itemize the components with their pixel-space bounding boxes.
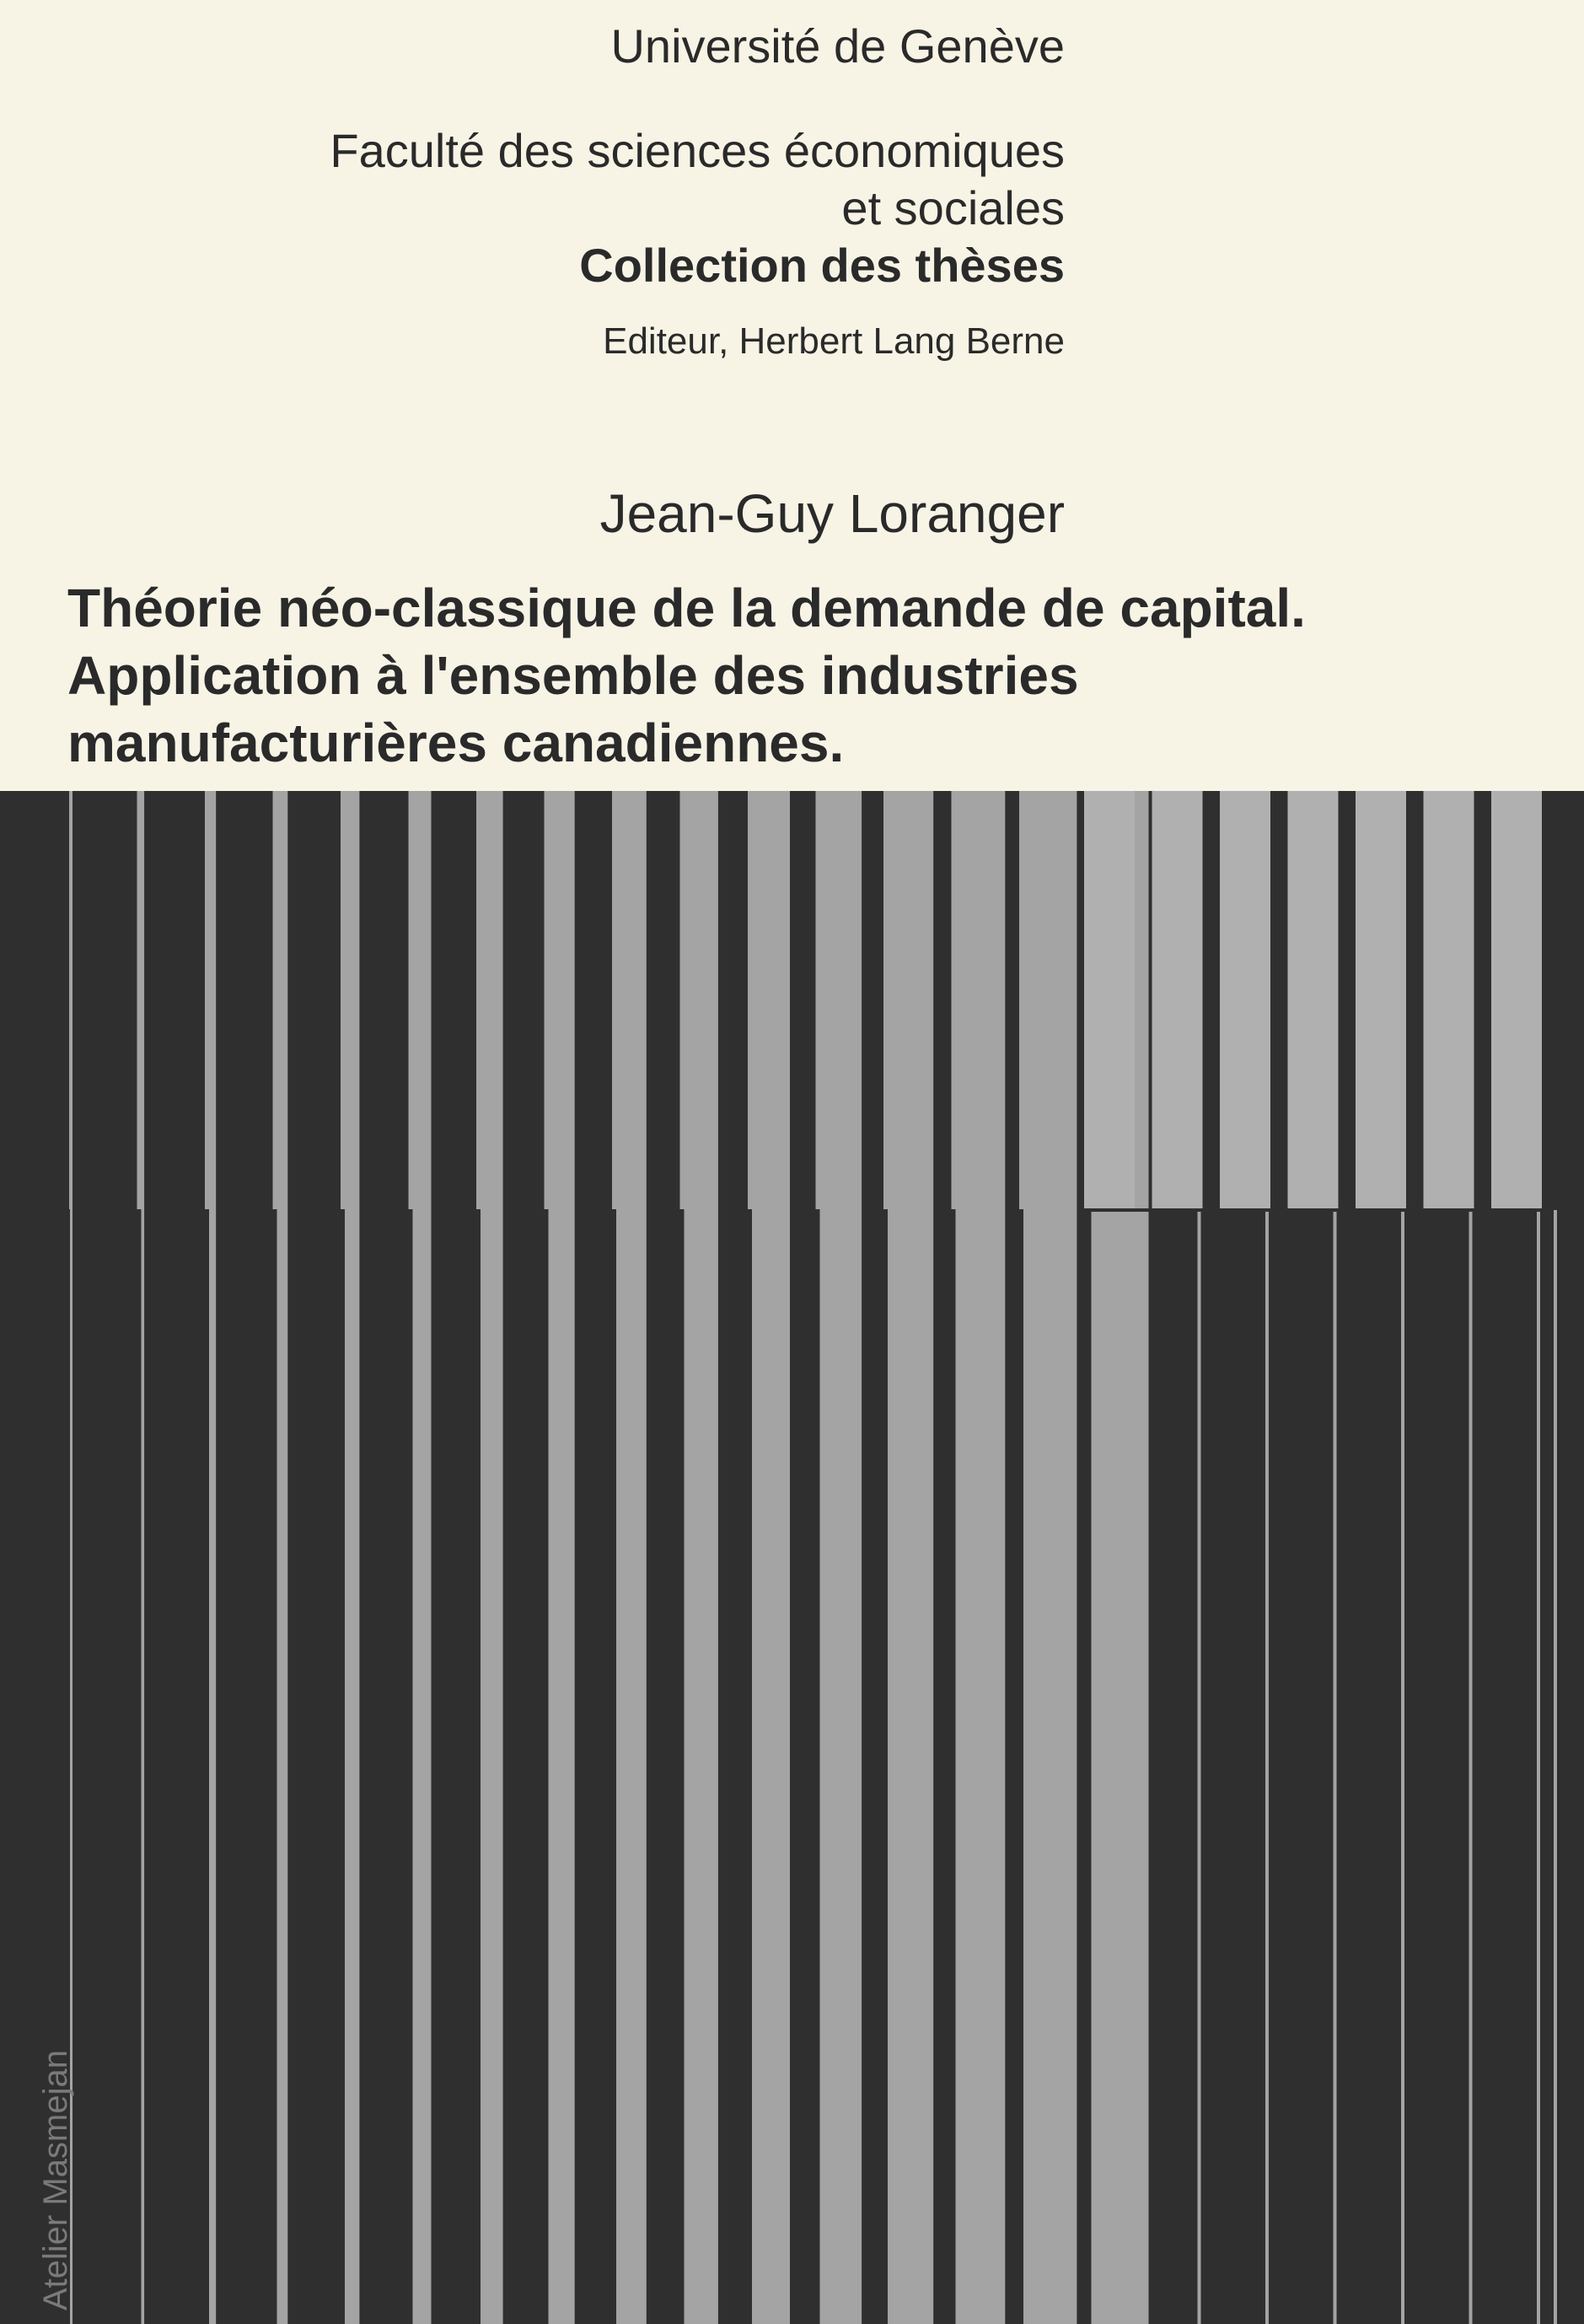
faculty-name-line2: et sociales	[841, 181, 1065, 234]
stripe-upper	[883, 791, 933, 1209]
publisher: Editeur, Herbert Lang Berne	[603, 320, 1065, 362]
university-name: Université de Genève	[610, 19, 1065, 73]
stripe-upper	[409, 791, 432, 1209]
title-line3: manufacturières canadiennes.	[67, 713, 845, 773]
stripe-lower	[413, 1209, 432, 2324]
stripe-block	[1220, 791, 1270, 1210]
author-name: Jean-Guy Loranger	[599, 483, 1065, 544]
stripe-thin	[1401, 1210, 1404, 2324]
stripe-lower	[142, 1209, 145, 2324]
stripe-upper	[205, 791, 216, 1209]
stripe-pattern	[0, 791, 1584, 2324]
stripe-upper	[748, 791, 790, 1209]
stripe-upper	[476, 791, 503, 1209]
stripe-pattern-graphic	[0, 791, 1584, 2324]
title-line2: Application à l'ensemble des industries	[67, 645, 1079, 706]
stripe-thin	[1198, 1210, 1201, 2324]
design-credit: Atelier Masmejan	[37, 2049, 74, 2311]
stripe-lower	[888, 1209, 933, 2324]
stripe-block	[1152, 791, 1203, 1210]
stripe-thin	[1130, 1210, 1133, 2324]
stripe-thin	[1537, 1210, 1540, 2324]
collection-name: Collection des thèses	[579, 239, 1065, 292]
stripe-lower	[820, 1209, 862, 2324]
stripe-upper	[952, 791, 1006, 1209]
stripe-thin	[1265, 1210, 1269, 2324]
stripe-lower	[685, 1209, 718, 2324]
stripe-thin	[1469, 1210, 1473, 2324]
stripe-lower	[1092, 1209, 1149, 2324]
stripe-upper	[137, 791, 145, 1209]
stripe-break	[1084, 1208, 1584, 1212]
stripe-block	[1424, 791, 1474, 1210]
stripe-lower	[277, 1209, 288, 2324]
stripe-lower	[481, 1209, 503, 2324]
stripe-upper	[69, 791, 72, 1209]
stripe-lower	[752, 1209, 790, 2324]
stripe-lower	[549, 1209, 575, 2324]
stripe-upper	[273, 791, 288, 1209]
stripe-upper	[1019, 791, 1077, 1209]
stripe-block	[1084, 791, 1135, 1210]
stripe-upper	[612, 791, 647, 1209]
faculty-name-line1: Faculté des sciences économiques	[330, 124, 1065, 177]
title-line1: Théorie néo-classique de la demande de capital.	[67, 578, 1306, 638]
stripe-lower	[1023, 1209, 1077, 2324]
stripe-lower	[956, 1209, 1006, 2324]
stripe-lower	[616, 1209, 647, 2324]
stripe-upper	[341, 791, 359, 1209]
stripe-upper	[545, 791, 575, 1209]
stripe-upper	[680, 791, 718, 1209]
stripe-lower	[345, 1209, 359, 2324]
stripe-upper	[816, 791, 862, 1209]
stripe-block	[1491, 791, 1542, 1210]
stripe-edge	[1554, 1210, 1557, 2324]
stripe-lower	[209, 1209, 216, 2324]
stripe-block	[1356, 791, 1406, 1210]
stripe-block	[1288, 791, 1339, 1210]
stripe-thin	[1334, 1210, 1337, 2324]
